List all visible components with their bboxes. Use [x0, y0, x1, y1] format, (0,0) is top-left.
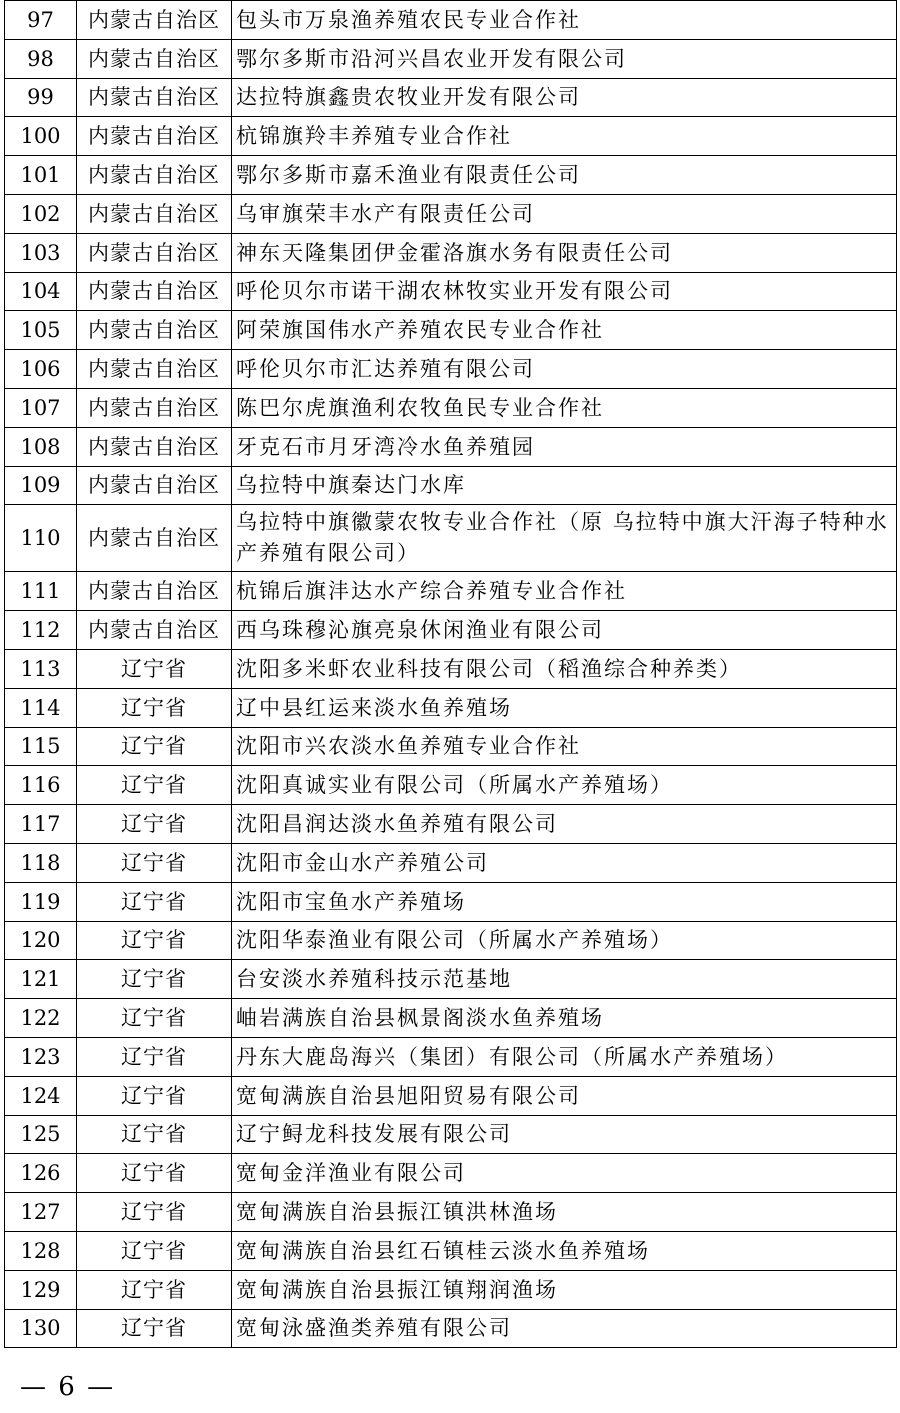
table-row [5, 1309, 897, 1348]
row-number-cell: 122 [5, 999, 77, 1038]
table-row [5, 1037, 897, 1076]
table-row [5, 1231, 897, 1270]
table-row [5, 843, 897, 882]
row-number-cell: 123 [5, 1037, 77, 1076]
enterprise-name-cell: 神东天隆集团伊金霍洛旗水务有限责任公司 [232, 233, 897, 272]
row-number-cell: 117 [5, 805, 77, 844]
row-number-cell: 103 [5, 233, 77, 272]
province-cell: 内蒙古自治区 [77, 466, 232, 505]
table-row [5, 388, 897, 427]
table-row [5, 466, 897, 505]
enterprise-name-cell: 丹东大鹿岛海兴（集团）有限公司（所属水产养殖场） [232, 1037, 897, 1076]
table-row [5, 960, 897, 999]
table-row [5, 194, 897, 233]
row-number-cell: 126 [5, 1154, 77, 1193]
enterprise-name-cell: 沈阳市金山水产养殖公司 [232, 843, 897, 882]
table-row [5, 688, 897, 727]
enterprise-name-cell: 牙克石市月牙湾冷水鱼养殖园 [232, 427, 897, 466]
province-cell: 内蒙古自治区 [77, 1, 232, 40]
table-row [5, 1193, 897, 1232]
province-cell: 内蒙古自治区 [77, 427, 232, 466]
table-row [5, 611, 897, 650]
province-cell: 辽宁省 [77, 727, 232, 766]
enterprise-name-cell: 沈阳昌润达淡水鱼养殖有限公司 [232, 805, 897, 844]
enterprise-name-cell: 西乌珠穆沁旗亮泉休闲渔业有限公司 [232, 611, 897, 650]
province-cell: 内蒙古自治区 [77, 117, 232, 156]
table-row [5, 39, 897, 78]
page-number: — 6 — [20, 1372, 116, 1402]
province-cell: 辽宁省 [77, 999, 232, 1038]
row-number-cell: 118 [5, 843, 77, 882]
enterprise-name-cell: 台安淡水养殖科技示范基地 [232, 960, 897, 999]
row-number-cell: 110 [5, 505, 77, 572]
table-row [5, 427, 897, 466]
enterprise-name-cell: 宽甸满族自治县振江镇翔润渔场 [232, 1270, 897, 1309]
enterprise-name-cell: 阿荣旗国伟水产养殖农民专业合作社 [232, 311, 897, 350]
enterprise-name-cell: 乌审旗荣丰水产有限责任公司 [232, 194, 897, 233]
enterprise-name-cell: 宽甸泳盛渔类养殖有限公司 [232, 1309, 897, 1348]
table-row [5, 766, 897, 805]
enterprise-name-cell: 达拉特旗鑫贵农牧业开发有限公司 [232, 78, 897, 117]
row-number-cell: 127 [5, 1193, 77, 1232]
province-cell: 辽宁省 [77, 1231, 232, 1270]
enterprise-name-cell: 鄂尔多斯市嘉禾渔业有限责任公司 [232, 156, 897, 195]
enterprise-name-cell: 呼伦贝尔市汇达养殖有限公司 [232, 350, 897, 389]
table-row [5, 999, 897, 1038]
province-cell: 辽宁省 [77, 1193, 232, 1232]
province-cell: 辽宁省 [77, 882, 232, 921]
enterprise-name-cell: 宽甸满族自治县振江镇洪林渔场 [232, 1193, 897, 1232]
table-row [5, 805, 897, 844]
row-number-cell: 111 [5, 572, 77, 611]
enterprise-name-cell: 乌拉特中旗秦达门水库 [232, 466, 897, 505]
table-row [5, 311, 897, 350]
row-number-cell: 124 [5, 1076, 77, 1115]
province-cell: 辽宁省 [77, 843, 232, 882]
enterprise-name-cell: 宽甸金洋渔业有限公司 [232, 1154, 897, 1193]
row-number-cell: 104 [5, 272, 77, 311]
row-number-cell: 129 [5, 1270, 77, 1309]
enterprise-name-cell: 杭锦后旗沣达水产综合养殖专业合作社 [232, 572, 897, 611]
enterprise-name-cell: 陈巴尔虎旗渔利农牧鱼民专业合作社 [232, 388, 897, 427]
table-row [5, 727, 897, 766]
row-number-cell: 102 [5, 194, 77, 233]
table-row [5, 882, 897, 921]
province-cell: 辽宁省 [77, 1270, 232, 1309]
row-number-cell: 99 [5, 78, 77, 117]
table-row [5, 1076, 897, 1115]
province-cell: 辽宁省 [77, 805, 232, 844]
row-number-cell: 114 [5, 688, 77, 727]
province-cell: 内蒙古自治区 [77, 39, 232, 78]
province-cell: 内蒙古自治区 [77, 156, 232, 195]
table-row [5, 649, 897, 688]
row-number-cell: 98 [5, 39, 77, 78]
row-number-cell: 97 [5, 1, 77, 40]
row-number-cell: 128 [5, 1231, 77, 1270]
row-number-cell: 106 [5, 350, 77, 389]
table-body [5, 1, 897, 1348]
row-number-cell: 115 [5, 727, 77, 766]
table-row [5, 233, 897, 272]
province-cell: 辽宁省 [77, 688, 232, 727]
enterprise-name-cell: 岫岩满族自治县枫景阁淡水鱼养殖场 [232, 999, 897, 1038]
province-cell: 内蒙古自治区 [77, 78, 232, 117]
province-cell: 辽宁省 [77, 766, 232, 805]
enterprise-name-cell: 辽宁鲟龙科技发展有限公司 [232, 1115, 897, 1154]
table-row [5, 505, 897, 572]
row-number-cell: 119 [5, 882, 77, 921]
province-cell: 辽宁省 [77, 1037, 232, 1076]
province-cell: 内蒙古自治区 [77, 611, 232, 650]
enterprise-name-cell: 沈阳市宝鱼水产养殖场 [232, 882, 897, 921]
province-cell: 内蒙古自治区 [77, 311, 232, 350]
row-number-cell: 109 [5, 466, 77, 505]
row-number-cell: 121 [5, 960, 77, 999]
table-row [5, 572, 897, 611]
enterprise-name-cell: 沈阳华泰渔业有限公司（所属水产养殖场） [232, 921, 897, 960]
province-cell: 辽宁省 [77, 1076, 232, 1115]
enterprise-name-cell: 宽甸满族自治县旭阳贸易有限公司 [232, 1076, 897, 1115]
row-number-cell: 105 [5, 311, 77, 350]
province-cell: 内蒙古自治区 [77, 572, 232, 611]
enterprise-name-cell: 沈阳真诚实业有限公司（所属水产养殖场） [232, 766, 897, 805]
enterprise-name-cell: 宽甸满族自治县红石镇桂云淡水鱼养殖场 [232, 1231, 897, 1270]
province-cell: 辽宁省 [77, 960, 232, 999]
enterprise-name-cell: 鄂尔多斯市沿河兴昌农业开发有限公司 [232, 39, 897, 78]
enterprise-name-cell: 包头市万泉渔养殖农民专业合作社 [232, 1, 897, 40]
row-number-cell: 120 [5, 921, 77, 960]
table-row [5, 117, 897, 156]
province-cell: 内蒙古自治区 [77, 233, 232, 272]
row-number-cell: 125 [5, 1115, 77, 1154]
table-row [5, 156, 897, 195]
table-row [5, 1270, 897, 1309]
table-row [5, 1154, 897, 1193]
row-number-cell: 101 [5, 156, 77, 195]
province-cell: 辽宁省 [77, 1115, 232, 1154]
province-cell: 辽宁省 [77, 1154, 232, 1193]
row-number-cell: 112 [5, 611, 77, 650]
enterprise-name-cell: 呼伦贝尔市诺干湖农林牧实业开发有限公司 [232, 272, 897, 311]
table-row [5, 1, 897, 40]
province-cell: 内蒙古自治区 [77, 194, 232, 233]
row-number-cell: 100 [5, 117, 77, 156]
enterprise-name-cell: 辽中县红运来淡水鱼养殖场 [232, 688, 897, 727]
row-number-cell: 108 [5, 427, 77, 466]
row-number-cell: 116 [5, 766, 77, 805]
province-cell: 辽宁省 [77, 649, 232, 688]
province-cell: 辽宁省 [77, 921, 232, 960]
table-row [5, 1115, 897, 1154]
row-number-cell: 107 [5, 388, 77, 427]
table-row [5, 272, 897, 311]
table-row [5, 350, 897, 389]
table-row [5, 921, 897, 960]
enterprise-name-cell: 乌拉特中旗徽蒙农牧专业合作社（原 乌拉特中旗大汗海子特种水产养殖有限公司） [232, 505, 897, 572]
row-number-cell: 113 [5, 649, 77, 688]
province-cell: 内蒙古自治区 [77, 272, 232, 311]
enterprise-name-cell: 沈阳市兴农淡水鱼养殖专业合作社 [232, 727, 897, 766]
province-cell: 内蒙古自治区 [77, 350, 232, 389]
province-cell: 内蒙古自治区 [77, 388, 232, 427]
table-row [5, 78, 897, 117]
enterprise-name-cell: 沈阳多米虾农业科技有限公司（稻渔综合种养类） [232, 649, 897, 688]
enterprise-list-table [4, 0, 897, 1348]
province-cell: 辽宁省 [77, 1309, 232, 1348]
row-number-cell: 130 [5, 1309, 77, 1348]
enterprise-name-cell: 杭锦旗羚丰养殖专业合作社 [232, 117, 897, 156]
province-cell: 内蒙古自治区 [77, 505, 232, 572]
